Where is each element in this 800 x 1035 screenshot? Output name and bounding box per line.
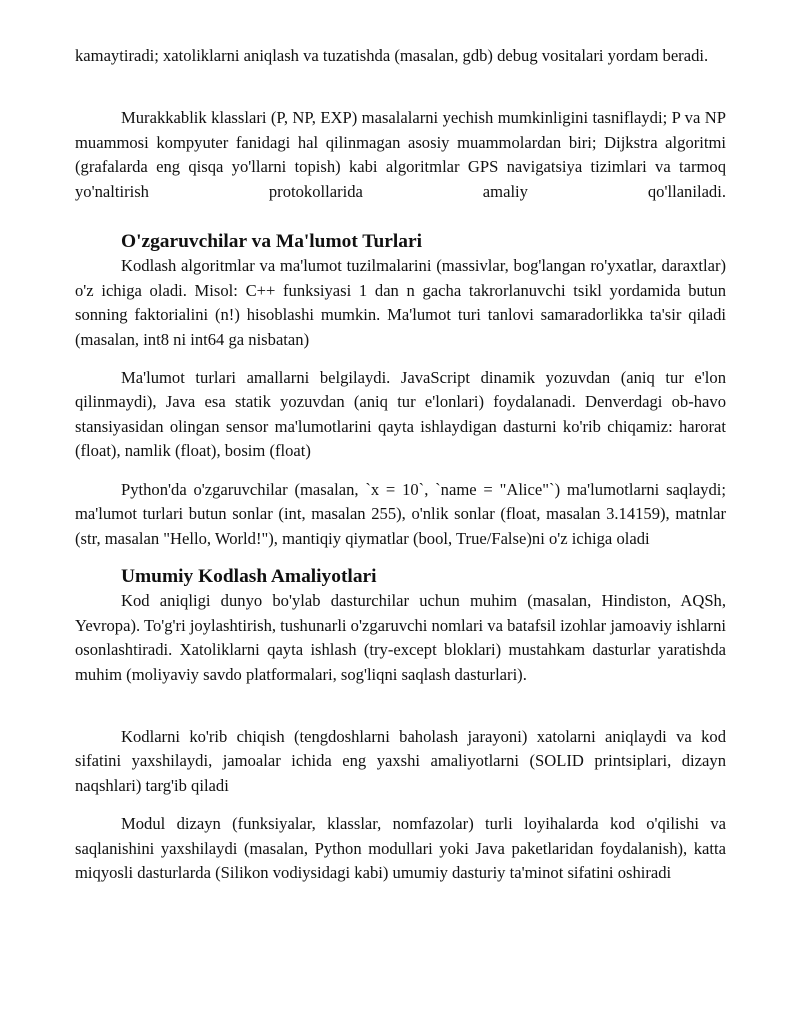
section-heading-variables: O'zgaruvchilar va Ma'lumot Turlari [121, 231, 422, 253]
paragraph-python-variables: Python'da o'zgaruvchilar (masalan, `x = 10`, `name = "Alice"`) ma'lumotlarni saqlaydi; ma'lumot turlari butun sonlar (int, masalan 255), o'nlik sonlar (float, masalan 3.14159), matnlar (str, masalan "Hello, World!"), mantiqiy qiymatlar (bool, True/False)ni o'z ichiga oladi [75, 479, 726, 548]
spacer [75, 713, 726, 725]
paragraph-code-review: Kodlarni ko'rib chiqish (tengdoshlarni baholash jarayoni) xatolarni aniqlaydi va kod sifatini yaxshilaydi, jamoalar ichida eng yaxshi amaliyotlarni (SOLID printsiplari, dizayn naqshlari) targ'ib qiladi [75, 726, 726, 795]
paragraph-modular-design: Modul dizayn (funksiyalar, klasslar, nomfazolar) turli loyihalarda kod o'qilishi va saqlanishini yaxshilaydi (masalan, Python modullari yoki Java paketlaridan foydalanish), katta miqyosli dasturlarda (Silikon vodiysidagi kabi) umumiy dasturiy ta'minot sifatini oshiradi [75, 814, 726, 882]
spacer [75, 204, 726, 230]
paragraph-code-clarity: Kod aniqligi dunyo bo'ylab dasturchilar uchun muhim (masalan, Hindiston, AQSh, Yevropa). To'g'ri joylashtirish, tushunarli o'zgaruvchi nomlari va batafsil izohlar jamoaviy ishlarni osonlashtiradi. Xatoliklarni qayta ishlash (try-except bloklari) mustahkam dasturlar yaratishda muhim (moliyaviy savdo platformalari, sog'liqni saqlash dasturlari). [75, 591, 726, 684]
section-heading-coding-practices: Umumiy Kodlash Amaliyotlari [121, 565, 377, 587]
spacer [75, 352, 726, 366]
spacer [75, 464, 726, 478]
spacer [75, 68, 726, 94]
spacer [75, 94, 726, 106]
paragraph-debug-tools: kamaytiradi; xatoliklarni aniqlash va tuzatishda (masalan, gdb) debug vositalari yordam beradi. [75, 46, 709, 65]
spacer [75, 551, 726, 565]
paragraph-data-types: Ma'lumot turlari amallarni belgilaydi. JavaScript dinamik yozuvdan (aniq tur e'lon qilinmaydi), Java esa statik yozuvdan (aniq tur e'lonlari) foydalanadi. Denverdagi ob-havo stansiyasidan olingan sensor ma'lumotlarini qayta ishlaydigan dasturni ko'rib chiqamiz: harorat (float), namlik (float), bosim (float) [75, 368, 726, 461]
spacer [75, 687, 726, 713]
spacer [75, 798, 726, 812]
paragraph-complexity-classes: Murakkablik klasslari (P, NP, EXP) masalalarni yechish mumkinligini tasniflaydi; P va NP muammosi kompyuter fanidagi hal qilinmagan asosiy muammolardan biri; Dijkstra algoritmi (grafalarda eng qisqa yo'llarni topish) kabi algoritmlar GPS navigatsiya tizimlari va tarmoq yo'naltirish protokollarida amaliy qo'llaniladi. [75, 108, 726, 201]
document-page [75, 44, 726, 885]
paragraph-coding-algorithms: Kodlash algoritmlar va ma'lumot tuzilmalarini (massivlar, bog'langan ro'yxatlar, daraxtlar) o'z ichiga oladi. Misol: C++ funksiyasi 1 dan n gacha takrorlanuvchi tsikl yordamida butun sonning faktorialini (n!) hisoblashi mumkin. Ma'lumot turi tanlovi samaradorlikka ta'sir qiladi (masalan, int8 ni int64 ga nisbatan) [75, 256, 726, 349]
